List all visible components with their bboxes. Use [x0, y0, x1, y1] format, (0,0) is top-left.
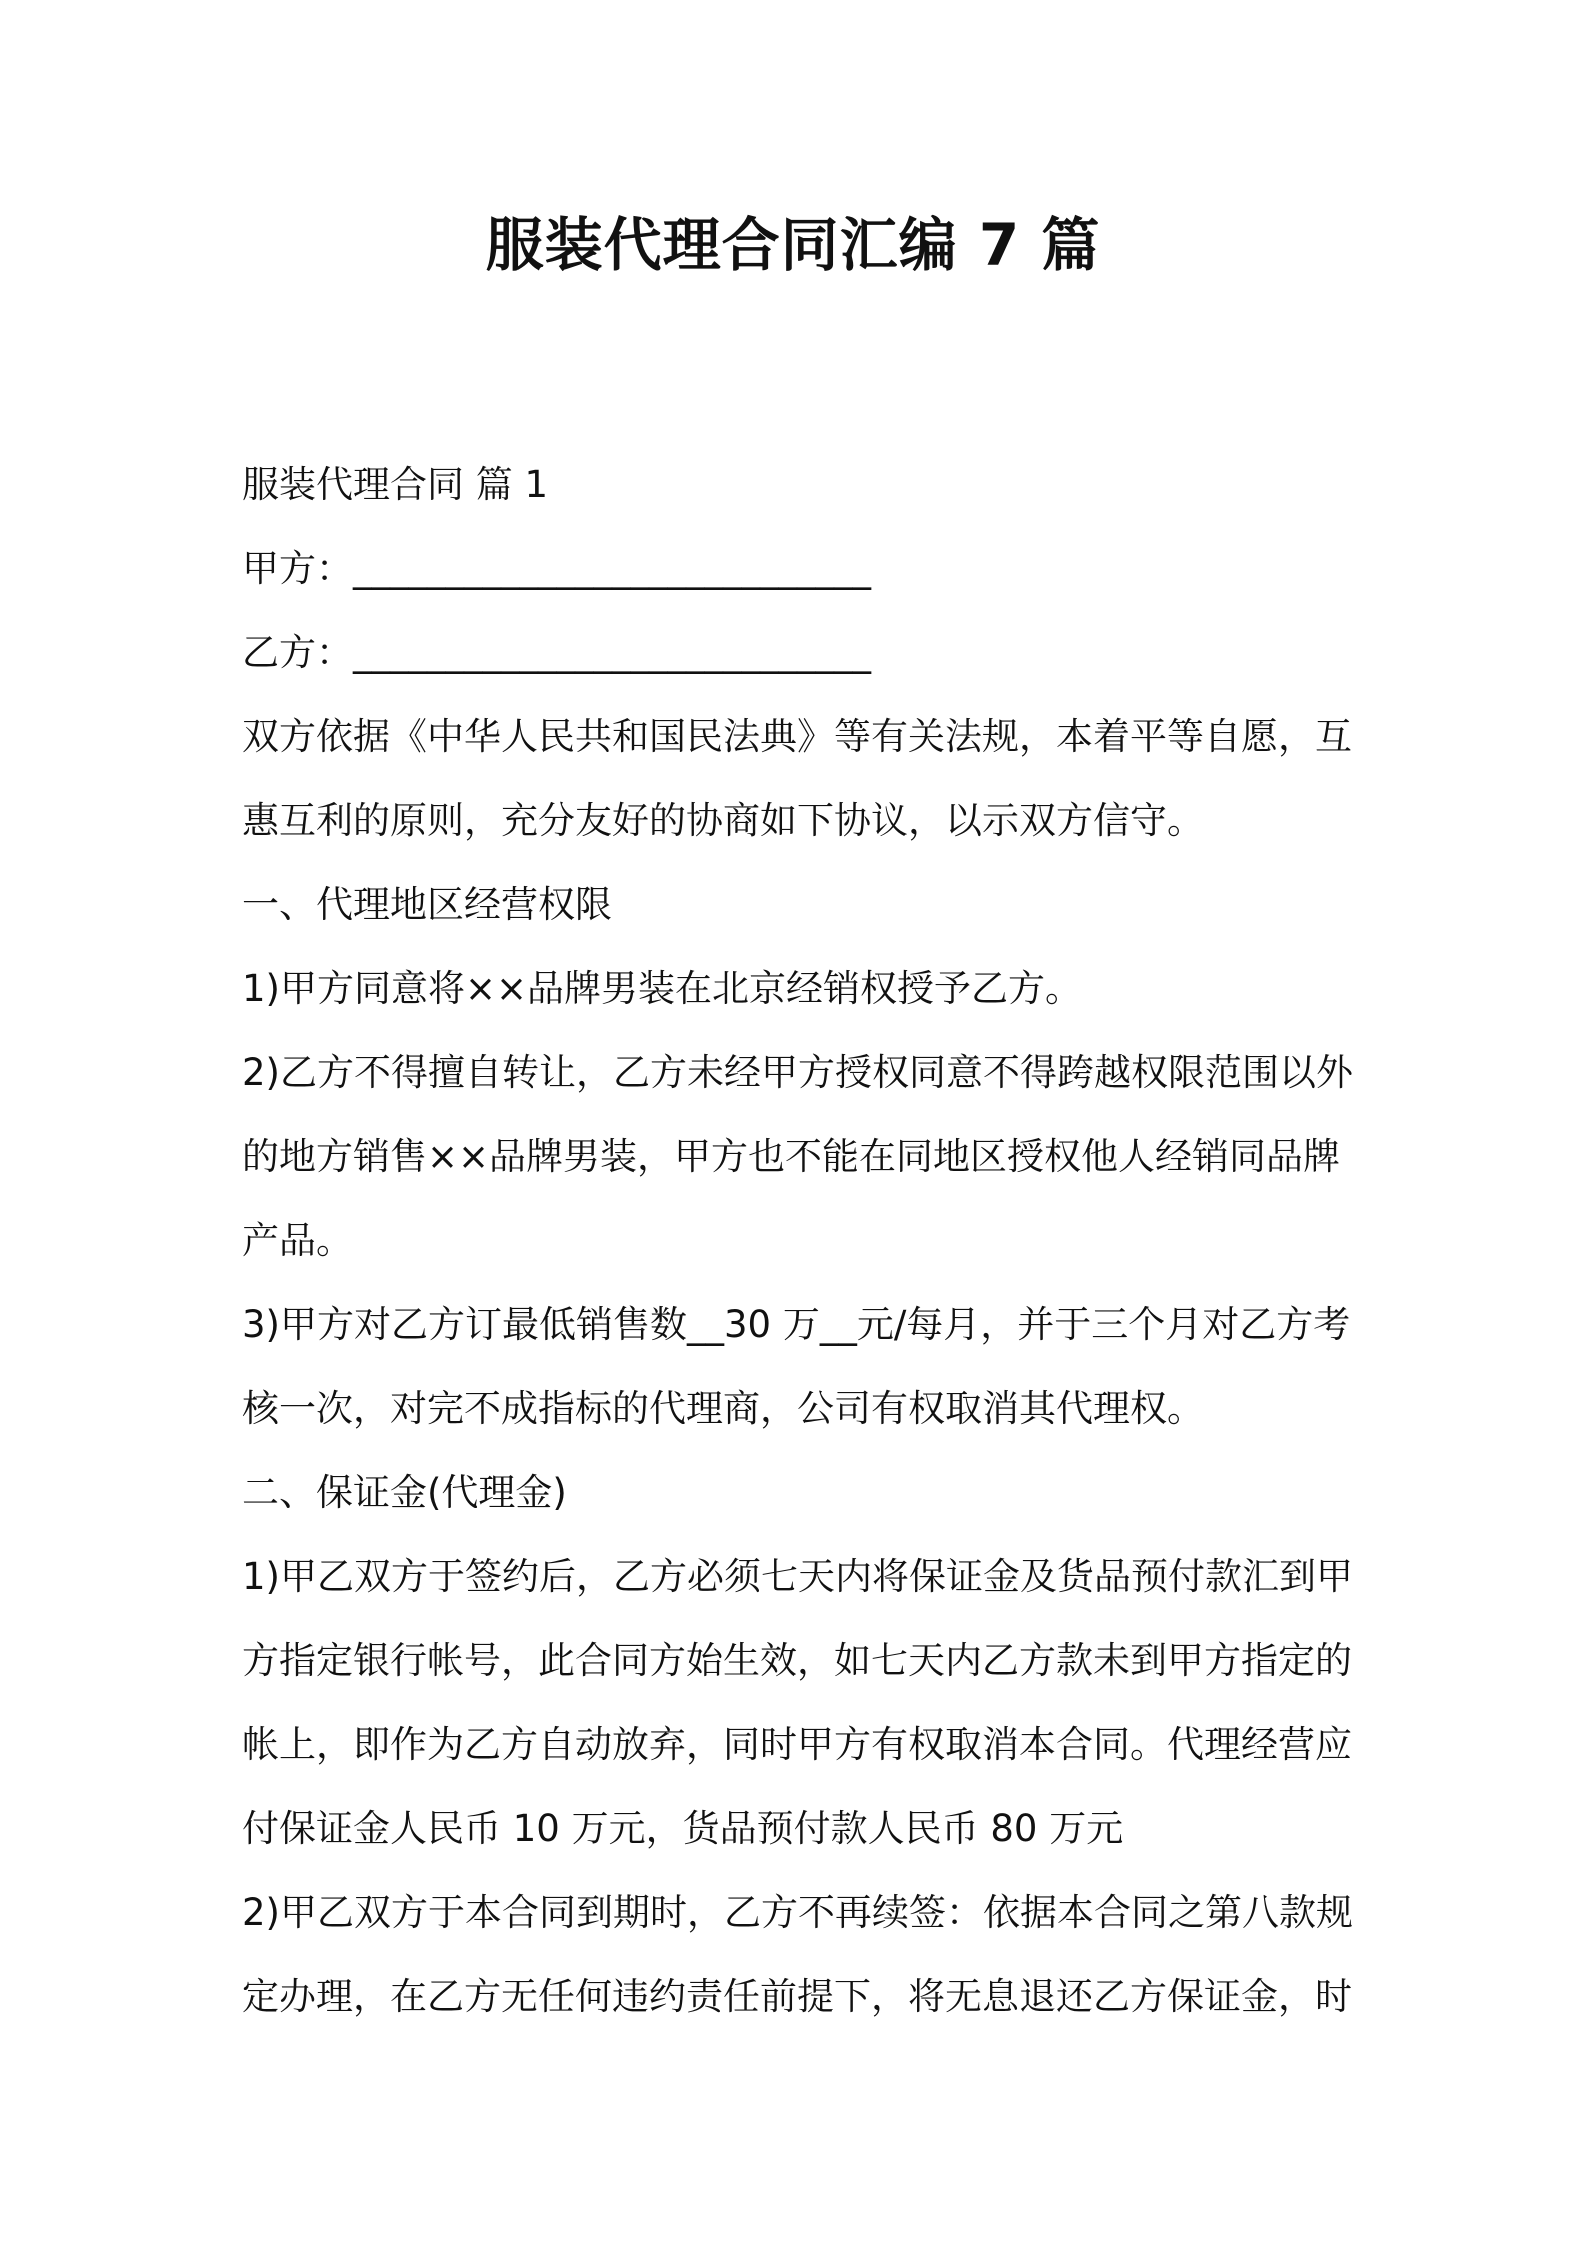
document-body [242, 443, 1357, 2039]
party-a-line: 甲方：____________________________ [242, 547, 871, 590]
clause-2-1-line-2: 方指定银行帐号，此合同方始生效，如七天内乙方款未到甲方指定的 [242, 1639, 1352, 1682]
preamble-line-1: 双方依据《中华人民共和国民法典》等有关法规，本着平等自愿，互 [242, 715, 1352, 758]
clause-2-1-line-1: 1)甲乙双方于签约后，乙方必须七天内将保证金及货品预付款汇到甲 [242, 1555, 1353, 1598]
clause-1-3-line-1: 3)甲方对乙方订最低销售数__30 万__元/每月，并于三个月对乙方考 [242, 1303, 1351, 1346]
clause-2-2-line-2: 定办理，在乙方无任何违约责任前提下，将无息退还乙方保证金，时 [242, 1975, 1352, 2018]
section-heading-part-1: 服装代理合同 篇 1 [242, 463, 549, 506]
clause-1-2-line-2: 的地方销售××品牌男装，甲方也不能在同地区授权他人经销同品牌 [242, 1135, 1341, 1178]
party-b-line: 乙方：____________________________ [242, 631, 871, 674]
clause-2-1-line-4: 付保证金人民币 10 万元，货品预付款人民币 80 万元 [242, 1807, 1124, 1850]
clause-2-1-line-3: 帐上，即作为乙方自动放弃，同时甲方有权取消本合同。代理经营应 [242, 1723, 1352, 1766]
clause-heading-2: 二、保证金(代理金) [242, 1471, 567, 1514]
clause-1-2-line-1: 2)乙方不得擅自转让，乙方未经甲方授权同意不得跨越权限范围以外 [242, 1051, 1353, 1094]
clause-1-2-line-3: 产品。 [242, 1219, 353, 1262]
clause-1-3-line-2: 核一次，对完不成指标的代理商，公司有权取消其代理权。 [242, 1387, 1204, 1430]
document-title: 服装代理合同汇编 7 篇 [485, 211, 1101, 279]
clause-heading-1: 一、代理地区经营权限 [242, 883, 612, 926]
preamble-line-2: 惠互利的原则，充分友好的协商如下协议，以示双方信守。 [242, 799, 1204, 842]
clause-2-2-line-1: 2)甲乙双方于本合同到期时，乙方不再续签：依据本合同之第八款规 [242, 1891, 1353, 1934]
clause-1-1: 1)甲方同意将××品牌男装在北京经销权授予乙方。 [242, 967, 1082, 1010]
